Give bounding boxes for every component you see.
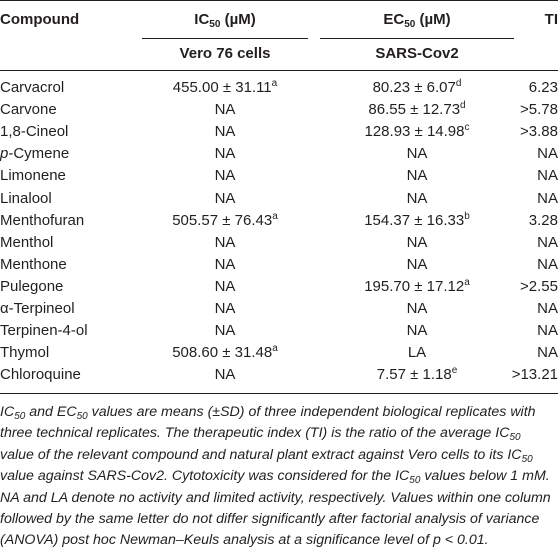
compound-name: Menthone bbox=[0, 255, 67, 273]
footnote-part: value of the relevant compound and natural plant extract against Vero cells to its IC bbox=[0, 446, 522, 463]
compound-cell bbox=[0, 210, 84, 231]
ic50-cell bbox=[142, 77, 308, 98]
table-row bbox=[0, 143, 558, 164]
ic50-cell-letter: a bbox=[271, 78, 278, 89]
ec50-group-rule bbox=[320, 38, 514, 39]
ec50-cell bbox=[320, 364, 514, 385]
compound-name: -Cymene bbox=[8, 145, 70, 163]
table-row bbox=[0, 165, 558, 186]
ec50-cell bbox=[320, 143, 514, 164]
compound-name: Thymol bbox=[0, 344, 50, 362]
ec50-cell bbox=[320, 99, 514, 120]
compound-name: Chloroquine bbox=[0, 366, 81, 384]
ti-cell-value: NA bbox=[537, 189, 558, 207]
header-ic50-sub: 50 bbox=[209, 19, 221, 30]
ti-cell-value: NA bbox=[537, 322, 558, 340]
header-compound: Compound bbox=[0, 11, 80, 28]
footnote-part: analysis at a significance level of p < 0.01. bbox=[219, 532, 489, 549]
table-row bbox=[0, 77, 558, 98]
ic50-group-rule bbox=[142, 38, 308, 39]
table-footnote bbox=[0, 402, 556, 552]
ic50-cell bbox=[142, 99, 308, 120]
header-ec50-unit: (µM) bbox=[415, 11, 451, 28]
ec50-cell-letter: d bbox=[460, 100, 466, 112]
ti-cell-value: NA bbox=[537, 300, 558, 317]
compound-cell bbox=[0, 232, 53, 253]
compound-cell bbox=[0, 99, 57, 120]
table-row bbox=[0, 342, 558, 363]
header-vero-cells: Vero 76 cells bbox=[179, 45, 271, 62]
compound-cell bbox=[0, 298, 75, 319]
ti-cell bbox=[510, 364, 558, 385]
ec50-cell bbox=[320, 165, 514, 186]
ec50-cell-value: NA bbox=[406, 300, 428, 317]
compound-cell bbox=[0, 121, 68, 142]
ec50-cell bbox=[320, 232, 514, 253]
ec50-cell-value: 80.23 ± 6.07 bbox=[372, 79, 456, 96]
ti-cell-value: >3.88 bbox=[520, 123, 558, 141]
footnote-part: Newman–Keuls bbox=[119, 532, 220, 549]
ec50-cell-value: 195.70 ± 17.12 bbox=[364, 277, 465, 295]
compound-cell bbox=[0, 364, 81, 385]
compound-name: Menthol bbox=[0, 233, 54, 251]
table-bottom-rule bbox=[0, 393, 558, 394]
ic50-cell-letter: a bbox=[272, 343, 278, 355]
ti-cell-value: >13.21 bbox=[511, 366, 558, 384]
ic50-cell bbox=[142, 298, 308, 319]
ic50-cell bbox=[142, 364, 308, 385]
ic50-cell bbox=[142, 232, 308, 253]
header-ic50-unit: (µM) bbox=[220, 11, 256, 28]
ic50-cell bbox=[142, 188, 308, 209]
ic50-cell-value: NA bbox=[214, 233, 236, 251]
ec50-cell bbox=[320, 298, 514, 319]
ec50-cell bbox=[320, 121, 514, 142]
ic50-cell bbox=[142, 276, 308, 297]
table-row bbox=[0, 188, 558, 209]
compound-cell bbox=[0, 77, 64, 98]
footnote-part: values below 1 mM. NA and LA denote no activity and limited activity, respectively. Values within one column followed by the same letter do not differ significantly after factorial analysis of variance (ANOVA) post hoc bbox=[0, 468, 551, 549]
ec50-cell-value: NA bbox=[406, 167, 428, 185]
table-row bbox=[0, 99, 558, 120]
ic50-cell-value: NA bbox=[214, 101, 236, 119]
ec50-cell bbox=[320, 320, 514, 341]
ec50-cell-value: NA bbox=[406, 255, 428, 273]
ic50-cell-value: NA bbox=[214, 145, 236, 163]
ti-cell bbox=[510, 254, 558, 275]
ic50-cell bbox=[142, 143, 308, 164]
header-ec50-text: EC bbox=[383, 11, 405, 28]
footnote-part: value against SARS-Cov2. Cytotoxicity was considered for the IC bbox=[0, 468, 410, 485]
ec50-cell-value: 128.93 ± 14.98 bbox=[364, 123, 465, 141]
compound-cell bbox=[0, 254, 67, 275]
ti-cell-value: NA bbox=[537, 255, 558, 273]
ti-cell-value: NA bbox=[537, 233, 558, 251]
ti-cell-value: 3.28 bbox=[528, 211, 558, 229]
ic50-cell-value: NA bbox=[214, 189, 236, 207]
compound-name: α-Terpineol bbox=[0, 300, 75, 317]
ic50-cell-value: NA bbox=[214, 300, 236, 317]
compound-cell bbox=[0, 276, 63, 297]
ic50-cell-value: 505.57 ± 76.43 bbox=[172, 211, 273, 229]
footnote-sub: 50 bbox=[521, 453, 533, 465]
ic50-cell bbox=[142, 165, 308, 186]
ic50-cell bbox=[142, 210, 308, 231]
footnote-part: and EC bbox=[25, 404, 77, 420]
compound-cell bbox=[0, 165, 66, 186]
ic50-cell-value: NA bbox=[214, 255, 236, 273]
ec50-cell bbox=[320, 77, 514, 98]
ec50-cell-letter: e bbox=[451, 365, 458, 377]
ec50-cell-letter: d bbox=[455, 78, 462, 89]
ic50-cell-value: NA bbox=[214, 366, 236, 384]
table-row bbox=[0, 254, 558, 275]
ic50-cell-value: NA bbox=[214, 322, 236, 340]
ti-cell bbox=[510, 298, 558, 319]
footnote-sub: 50 bbox=[409, 475, 421, 487]
compound-name: Carvone bbox=[0, 101, 57, 119]
ic50-cell-letter: a bbox=[272, 210, 278, 222]
ti-cell bbox=[510, 165, 558, 186]
header-ti: TI bbox=[544, 11, 558, 28]
ti-cell bbox=[510, 342, 558, 363]
ti-cell-value: NA bbox=[537, 145, 558, 163]
ec50-cell-letter: b bbox=[464, 210, 470, 222]
ti-cell bbox=[510, 276, 558, 297]
ti-cell bbox=[510, 121, 558, 142]
footnote-part: IC bbox=[0, 404, 15, 420]
ec50-cell bbox=[320, 254, 514, 275]
footnote-sub: 50 bbox=[14, 411, 26, 422]
ti-cell-value: NA bbox=[537, 344, 558, 362]
compound-name: Linalool bbox=[0, 189, 52, 207]
ec50-cell-value: NA bbox=[406, 233, 428, 251]
table-row bbox=[0, 320, 558, 341]
compound-cell bbox=[0, 320, 88, 341]
header-sars-cov2: SARS-Cov2 bbox=[375, 45, 459, 62]
ec50-cell-value: 86.55 ± 12.73 bbox=[368, 101, 461, 119]
header-ec50-sub: 50 bbox=[404, 19, 416, 30]
footnote-sub: 50 bbox=[509, 432, 521, 444]
compound-name: Menthofuran bbox=[0, 211, 85, 229]
footnote-sub: 50 bbox=[76, 411, 88, 422]
header-ec50 bbox=[320, 11, 514, 29]
ec50-cell bbox=[320, 276, 514, 297]
ec50-cell-value: NA bbox=[406, 322, 428, 340]
ti-cell-value: NA bbox=[537, 167, 558, 185]
ic50-cell-value: 455.00 ± 31.11 bbox=[172, 79, 272, 96]
ec50-cell-value: NA bbox=[406, 145, 428, 163]
ti-cell-value: 6.23 bbox=[528, 79, 558, 96]
table-row bbox=[0, 121, 558, 142]
ic50-cell-value: NA bbox=[214, 123, 236, 141]
table-row bbox=[0, 232, 558, 253]
compound-cell bbox=[0, 188, 52, 209]
ec50-cell-letter: c bbox=[464, 122, 470, 134]
ec50-cell-letter: a bbox=[464, 276, 470, 288]
footnote-part: values are means (±SD) of three independent biological replicates with three technical replicates. The therapeutic index (TI) is the ratio of the average IC bbox=[0, 404, 536, 442]
ec50-cell-value: NA bbox=[406, 189, 428, 207]
ic50-cell bbox=[142, 320, 308, 341]
ti-cell bbox=[510, 99, 558, 120]
compound-name: Terpinen-4-ol bbox=[0, 322, 88, 340]
ic50-cell-value: NA bbox=[214, 277, 236, 295]
ic50-cell bbox=[142, 342, 308, 363]
ic50-cell-value: 508.60 ± 31.48 bbox=[172, 344, 273, 362]
ti-cell bbox=[510, 320, 558, 341]
compound-name: Pulegone bbox=[0, 277, 64, 295]
compound-name: 1,8-Cineol bbox=[0, 123, 69, 141]
table-row bbox=[0, 298, 558, 319]
compound-name: Limonene bbox=[0, 167, 66, 185]
compound-prefix: p bbox=[0, 145, 9, 163]
ti-cell bbox=[510, 232, 558, 253]
compound-cell bbox=[0, 342, 49, 363]
table-row bbox=[0, 276, 558, 297]
table-row bbox=[0, 364, 558, 385]
header-bottom-rule bbox=[0, 70, 558, 71]
ic50-cell bbox=[142, 254, 308, 275]
header-ic50 bbox=[142, 11, 308, 29]
ti-cell bbox=[510, 210, 558, 231]
ti-cell bbox=[510, 188, 558, 209]
ec50-cell-value: 154.37 ± 16.33 bbox=[364, 211, 465, 229]
ic50-cell-value: NA bbox=[214, 167, 236, 185]
ti-cell-value: >2.55 bbox=[520, 277, 558, 295]
ti-cell bbox=[510, 143, 558, 164]
ec50-cell bbox=[320, 210, 514, 231]
header-ic50-text: IC bbox=[194, 11, 210, 28]
ec50-cell-value: 7.57 ± 1.18 bbox=[376, 366, 452, 384]
ti-cell-value: >5.78 bbox=[520, 101, 558, 119]
ec50-cell-value: LA bbox=[407, 344, 427, 362]
table-row bbox=[0, 210, 558, 231]
compound-cell bbox=[0, 143, 69, 164]
ti-cell bbox=[510, 77, 558, 98]
ec50-cell bbox=[320, 342, 514, 363]
ic50-cell bbox=[142, 121, 308, 142]
ec50-cell bbox=[320, 188, 514, 209]
table-top-rule bbox=[0, 0, 558, 1]
compound-name: Carvacrol bbox=[0, 79, 65, 96]
